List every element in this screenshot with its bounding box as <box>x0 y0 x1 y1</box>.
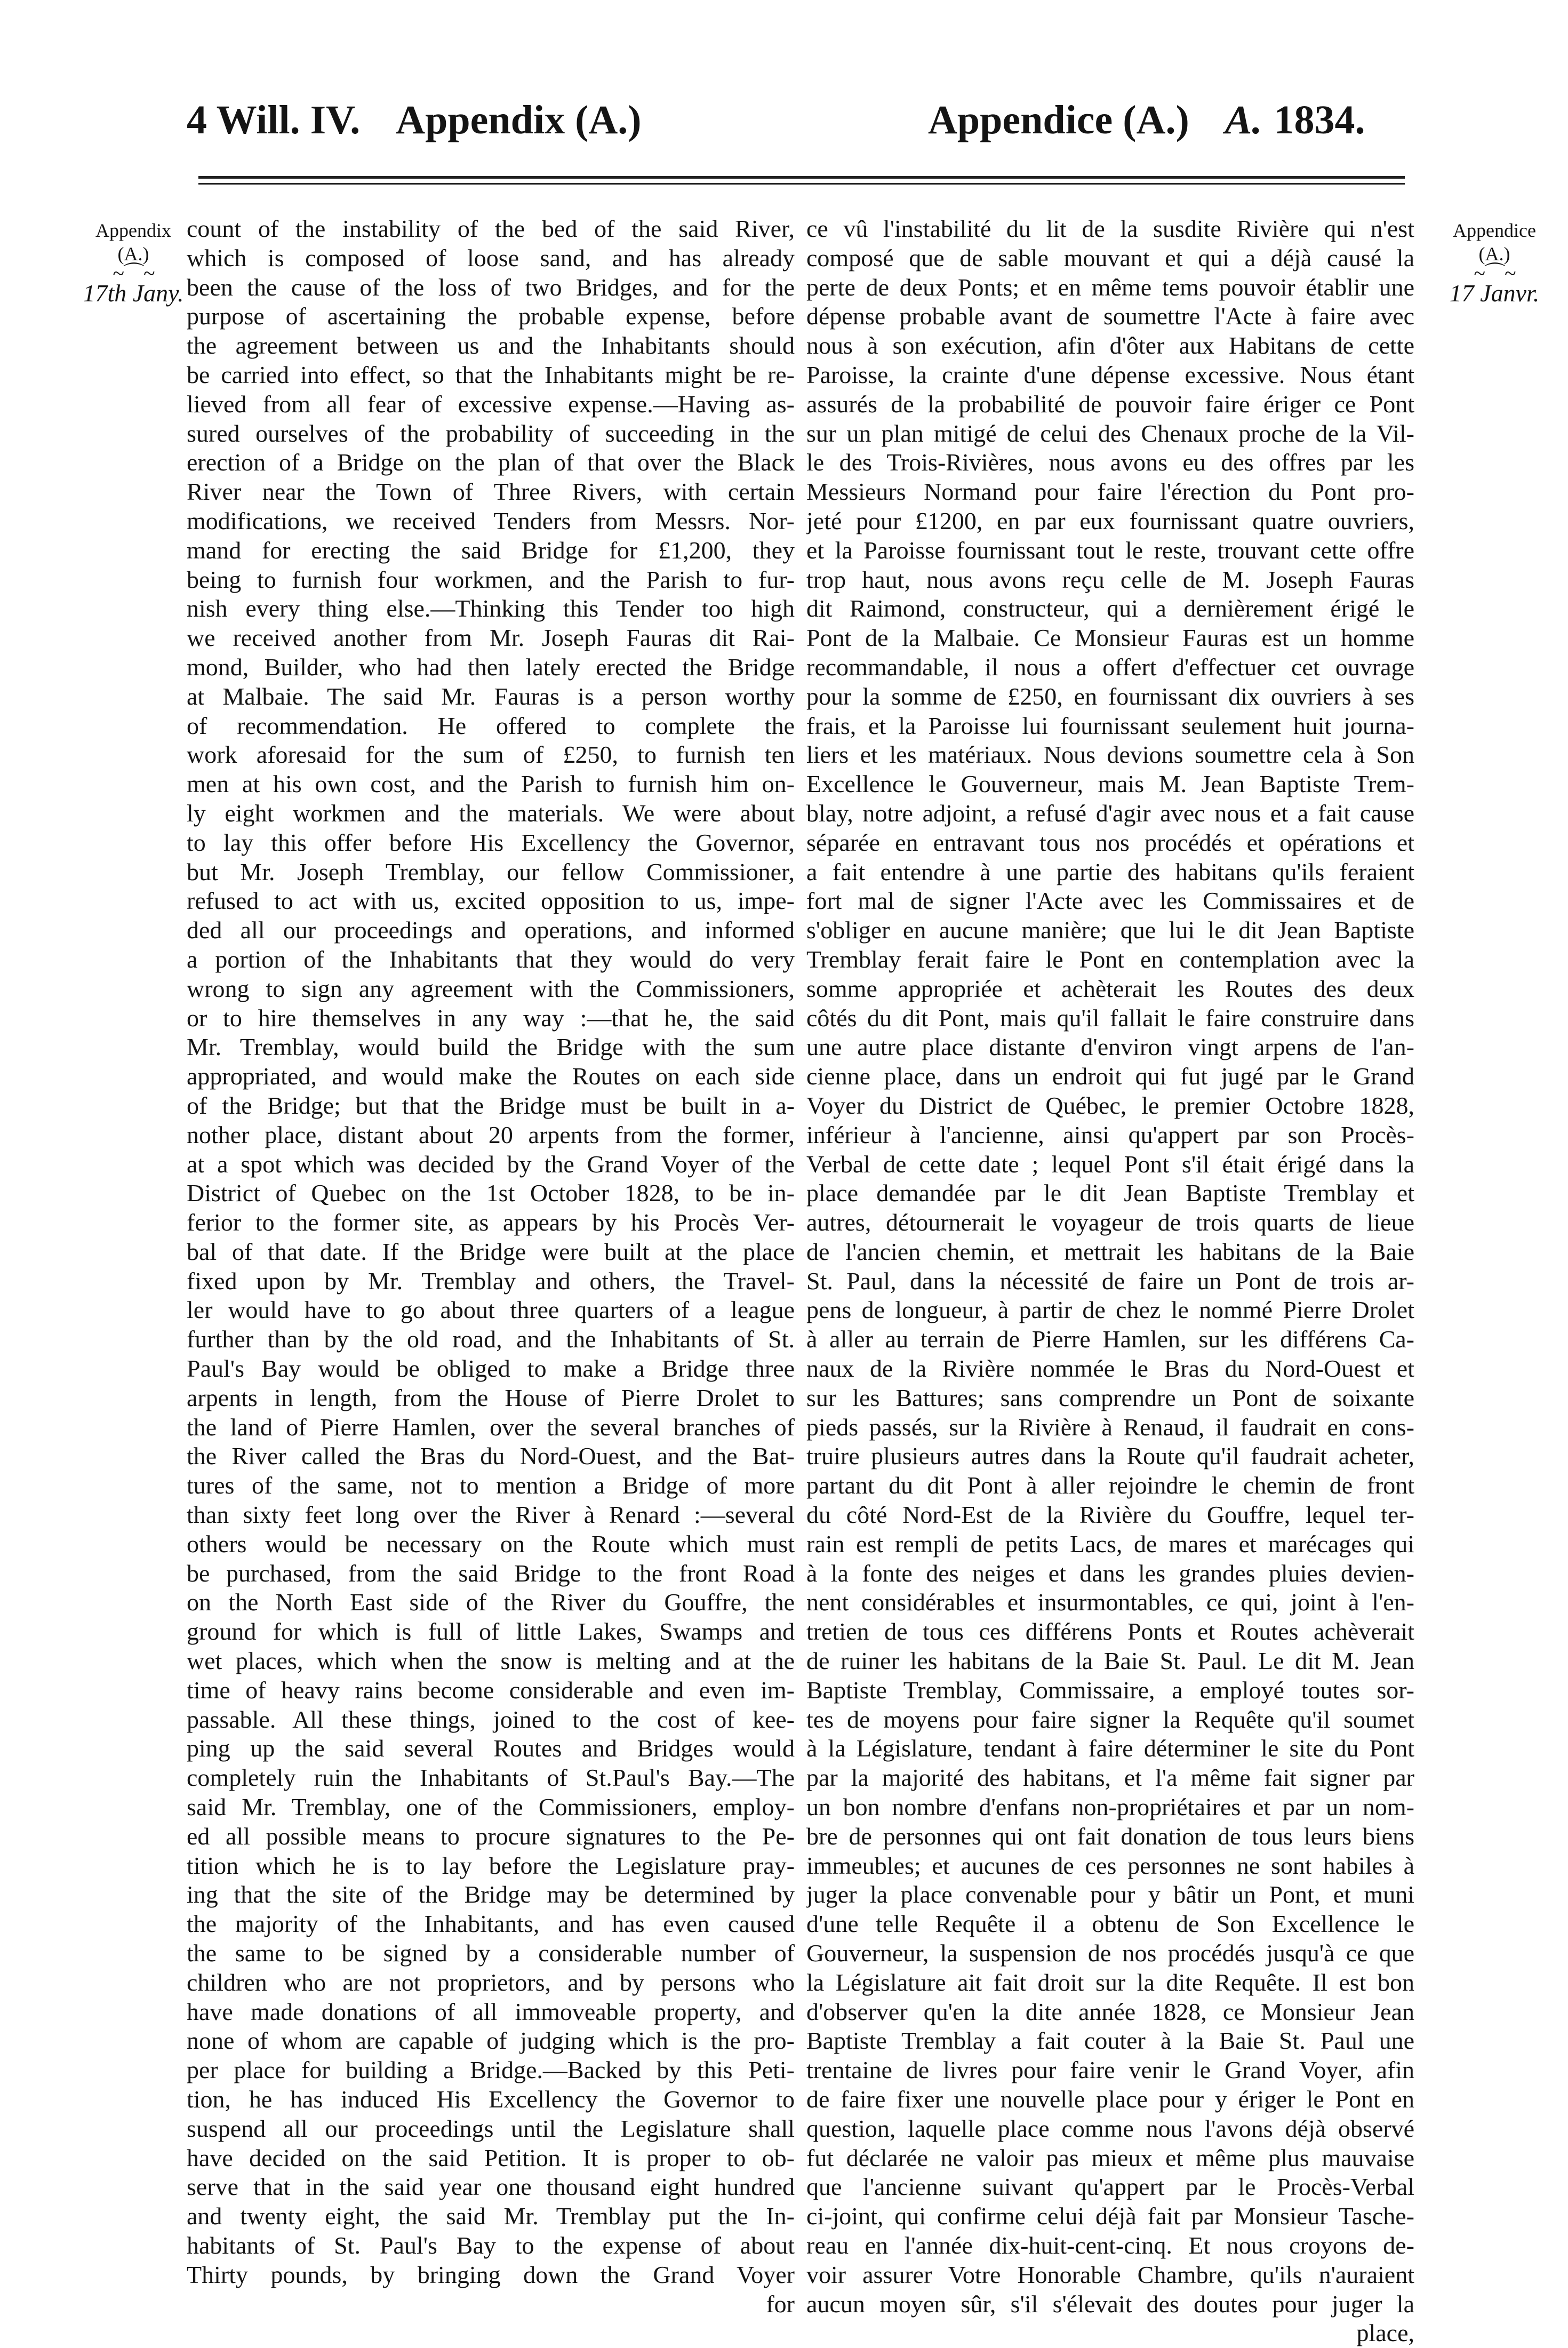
text-line: work aforesaid for the sum of £250, to furnish ten <box>187 741 795 769</box>
text-line: sur un plan mitigé de celui des Chenaux proche de la Vil- <box>806 419 1414 447</box>
text-line: the same to be signed by a considerable number of <box>187 1939 795 1967</box>
text-line: for <box>766 2290 795 2318</box>
text-line: than sixty feet long over the River à Renard :—several <box>187 1501 795 1529</box>
text-line: Tremblay ferait faire le Pont en contemplation avec la <box>806 945 1414 973</box>
text-line: Excellence le Gouverneur, mais M. Jean Baptiste Trem- <box>806 770 1414 798</box>
text-line: blay, notre adjoint, a refusé d'agir avec nous et a fait cause <box>806 799 1414 827</box>
text-line: aucun moyen sûr, s'il s'élevait des doutes pour juger la <box>806 2290 1414 2318</box>
text-line: which is composed of loose sand, and has already <box>187 244 795 271</box>
text-line: a portion of the Inhabitants that they would do very <box>187 945 795 973</box>
text-line: erection of a Bridge on the plan of that over the Black <box>187 449 795 476</box>
text-line: or to hire themselves in any way :—that he, the said <box>187 1004 795 1032</box>
text-line: per place for building a Bridge.—Backed by this Peti- <box>187 2056 795 2084</box>
text-line: ly eight workmen and the materials. We were about <box>187 799 795 827</box>
text-line: to lay this offer before His Excellency the Governor, <box>187 828 795 856</box>
text-line: tition which he is to lay before the Legislature pray- <box>187 1851 795 1879</box>
text-line: Paul's Bay would be obliged to make a Bridge three <box>187 1355 795 1383</box>
swash-ornament-icon: ~⌒~ <box>113 261 154 285</box>
text-line: completely ruin the Inhabitants of St.Paul's Bay.—The <box>187 1764 795 1792</box>
text-line: lieved from all fear of excessive expense.—Having as- <box>187 390 795 418</box>
margin-date: 17 Janvr. <box>1449 279 1540 307</box>
text-line: others would be necessary on the Route which must <box>187 1530 795 1558</box>
text-line: a fait entendre à une partie des habitans qu'ils feraient <box>806 858 1414 885</box>
text-line: dit Raimond, constructeur, qui a dernièrement érigé le <box>806 595 1414 622</box>
text-line: of the Bridge; but that the Bridge must be built in a- <box>187 1091 795 1119</box>
text-line: naux de la Rivière nommée le Bras du Nord-Ouest et <box>806 1355 1414 1383</box>
text-line: further than by the old road, and the Inhabitants of St. <box>187 1325 795 1353</box>
english-column <box>187 214 795 2319</box>
text-line: le des Trois-Rivières, nous avons eu des offres par les <box>806 449 1414 476</box>
text-line: partant du dit Pont à aller rejoindre le chemin de front <box>806 1472 1414 1499</box>
margin-appendix-label: Appendice <box>1453 220 1536 241</box>
text-line: recommandable, il nous a offert d'effectuer cet ouvrage <box>806 653 1414 681</box>
text-line: sur les Battures; sans comprendre un Pont de soixante <box>806 1384 1414 1411</box>
text-line: d'observer qu'en la dite année 1828, ce Monsieur Jean <box>806 1998 1414 2025</box>
text-line: d'une telle Requête il a obtenu de Son Excellence le <box>806 1910 1414 1938</box>
text-line: du côté Nord-Est de la Rivière du Gouffre, lequel ter- <box>806 1501 1414 1529</box>
text-line: assurés de la probabilité de pouvoir faire ériger ce Pont <box>806 390 1414 418</box>
text-line: à aller au terrain de Pierre Hamlen, sur les différens Ca- <box>806 1325 1414 1353</box>
text-line: mand for erecting the said Bridge for £1,200, they <box>187 536 795 564</box>
text-line: refused to act with us, excited opposition to us, impe- <box>187 887 795 915</box>
text-line: mond, Builder, who had then lately erected the Bridge <box>187 653 795 681</box>
text-line: autres, détournerait le voyageur de trois quarts de lieue <box>806 1209 1414 1236</box>
text-line: wet places, which when the snow is melting and at the <box>187 1647 795 1675</box>
text-line: at a spot which was decided by the Grand Voyer of the <box>187 1150 795 1178</box>
text-line: Paroisse, la crainte d'une dépense excessive. Nous étant <box>806 361 1414 388</box>
text-line: appropriated, and would make the Routes on each side <box>187 1063 795 1090</box>
text-line: none of whom are capable of judging which is the pro- <box>187 2027 795 2055</box>
text-line: on the North East side of the River du Gouffre, the <box>187 1588 795 1616</box>
text-line: dépense probable avant de soumettre l'Acte à faire avec <box>806 302 1414 330</box>
text-line: juger la place convenable pour y bâtir un Pont, et muni <box>806 1881 1414 1908</box>
swash-ornament-icon: ~⌒~ <box>1474 261 1515 285</box>
text-line: said Mr. Tremblay, one of the Commissioners, employ- <box>187 1793 795 1821</box>
text-line: Messieurs Normand pour faire l'érection du Pont pro- <box>806 478 1414 506</box>
text-line: voir assurer Votre Honorable Chambre, qu'ils n'auraient <box>806 2261 1414 2288</box>
text-line: bre de personnes qui ont fait donation de tous leurs biens <box>806 1822 1414 1850</box>
text-line: nous à son exécution, afin d'ôter aux Habitans de cette <box>806 332 1414 360</box>
text-line: and twenty eight, the said Mr. Tremblay put the In- <box>187 2202 795 2230</box>
text-line: passable. All these things, joined to the cost of kee- <box>187 1705 795 1733</box>
text-line: River near the Town of Three Rivers, with certain <box>187 478 795 506</box>
text-line: séparée en entravant tous nos procédés et opérations et <box>806 828 1414 856</box>
margin-appendix-sub: (A.) <box>117 243 149 265</box>
text-line: the land of Pierre Hamlen, over the several branches of <box>187 1413 795 1441</box>
text-line: men at his own cost, and the Parish to furnish him on- <box>187 770 795 798</box>
text-line: inférieur à l'ancienne, ainsi qu'appert par son Procès- <box>806 1121 1414 1148</box>
french-column <box>806 214 1414 2348</box>
text-line: la Législature ait fait droit sur la dite Requête. Il est bon <box>806 1968 1414 1996</box>
margin-appendix-label: Appendix <box>95 220 171 241</box>
header-rule-thick <box>198 176 1405 179</box>
text-line: Baptiste Tremblay, Commissaire, a employé toutes sor- <box>806 1676 1414 1704</box>
text-line: place demandée par le dit Jean Baptiste Tremblay et <box>806 1179 1414 1207</box>
text-line: perte de deux Ponts; et en même tems pouvoir établir une <box>806 273 1414 301</box>
text-line: trop haut, nous avons reçu celle de M. Joseph Fauras <box>806 565 1414 593</box>
text-line: serve that in the said year one thousand eight hundred <box>187 2173 795 2201</box>
text-line: ferior to the former site, as appears by his Procès Ver- <box>187 1209 795 1236</box>
text-line: have made donations of all immoveable property, and <box>187 1998 795 2025</box>
text-line: immeubles; et aucunes de ces personnes ne sont habiles à <box>806 1851 1414 1879</box>
text-line: reau en l'année dix-huit-cent-cinq. Et nous croyons de- <box>806 2231 1414 2259</box>
text-line: sured ourselves of the probability of succeeding in the <box>187 419 795 447</box>
margin-note-right <box>1436 219 1553 305</box>
text-line: ded all our proceedings and operations, and informed <box>187 916 795 944</box>
text-line: pour la somme de £250, en fournissant dix ouvriers à ses <box>806 682 1414 710</box>
text-line: of recommendation. He offered to complete the <box>187 712 795 739</box>
text-line: frais, et la Paroisse lui fournissant seulement huit journa- <box>806 712 1414 739</box>
text-line: un bon nombre d'enfans non-propriétaires et par un nom- <box>806 1793 1414 1821</box>
text-line: the majority of the Inhabitants, and has even caused <box>187 1910 795 1938</box>
text-line: we received another from Mr. Joseph Fauras dit Rai- <box>187 624 795 652</box>
text-line: rain est rempli de petits Lacs, de mares et marécages qui <box>806 1530 1414 1558</box>
text-line: de faire fixer une nouvelle place pour y ériger le Pont en <box>806 2086 1414 2113</box>
year-label: 1834. <box>1274 98 1365 142</box>
text-line: pieds passés, sur la Rivière à Renaud, il faudrait en cons- <box>806 1413 1414 1441</box>
text-line: St. Paul, dans la nécessité de faire un Pont de trois ar- <box>806 1267 1414 1295</box>
text-line: purpose of ascertaining the probable expense, before <box>187 302 795 330</box>
text-line: question, laquelle place comme nous l'avons déjà observé <box>806 2114 1414 2142</box>
text-line: nent considérables et insurmontables, ce qui, joint à l'en- <box>806 1588 1414 1616</box>
text-line: ping up the said several Routes and Bridges would <box>187 1735 795 1762</box>
text-line: being to furnish four workmen, and the Parish to fur- <box>187 565 795 593</box>
text-line: trentaine de livres pour faire venir le Grand Voyer, afin <box>806 2056 1414 2084</box>
year-prefix: A. <box>1225 98 1262 142</box>
text-line: be purchased, from the said Bridge to the front Road <box>187 1559 795 1587</box>
text-line: somme appropriée et achèterait les Routes des deux <box>806 975 1414 1002</box>
text-line: cienne place, dans un endroit qui fut jugé par le Grand <box>806 1063 1414 1090</box>
text-line: fut déclarée ne valoir pas mieux et même plus mauvaise <box>806 2144 1414 2171</box>
text-line: count of the instability of the bed of the said River, <box>187 215 795 242</box>
reign-label: 4 Will. IV. <box>187 98 361 142</box>
text-line: de ruiner les habitans de la Baie St. Paul. Le dit M. Jean <box>806 1647 1414 1675</box>
text-line: ed all possible means to procure signatures to the Pe- <box>187 1822 795 1850</box>
margin-appendix-sub: (A.) <box>1478 243 1510 265</box>
text-line: par la majorité des habitans, et l'a même fait signer par <box>806 1764 1414 1792</box>
text-line: nish every thing else.—Thinking this Tender too high <box>187 595 795 622</box>
text-line: District of Quebec on the 1st October 1828, to be in- <box>187 1179 795 1207</box>
running-header-right <box>928 88 1390 152</box>
text-line: suspend all our proceedings until the Legislature shall <box>187 2114 795 2142</box>
text-line: Mr. Tremblay, would build the Bridge with the sum <box>187 1033 795 1061</box>
text-line: à la Législature, tendant à faire déterminer le site du Pont <box>806 1735 1414 1762</box>
text-line: et la Paroisse fournissant tout le reste, trouvant cette offre <box>806 536 1414 564</box>
text-line: pens de longueur, à partir de chez le nommé Pierre Drolet <box>806 1296 1414 1324</box>
text-line: Verbal de cette date ; lequel Pont s'il était érigé dans la <box>806 1150 1414 1178</box>
text-line: be carried into effect, so that the Inhabitants might be re- <box>187 361 795 388</box>
text-line: ground for which is full of little Lakes, Swamps and <box>187 1618 795 1646</box>
text-line: time of heavy rains become considerable and even im- <box>187 1676 795 1704</box>
text-line: been the cause of the loss of two Bridges, and for the <box>187 273 795 301</box>
text-line: Voyer du District de Québec, le premier Octobre 1828, <box>806 1091 1414 1119</box>
text-line: ler would have to go about three quarters of a league <box>187 1296 795 1324</box>
text-line: modifications, we received Tenders from Messrs. Nor- <box>187 507 795 534</box>
text-line: ce vû l'instabilité du lit de la susdite Rivière qui n'est <box>806 215 1414 242</box>
text-line: have decided on the said Petition. It is proper to ob- <box>187 2144 795 2171</box>
text-line: côtés du dit Pont, mais qu'il fallait le faire construire dans <box>806 1004 1414 1032</box>
text-line: children who are not proprietors, and by persons who <box>187 1968 795 1996</box>
text-line: the River called the Bras du Nord-Ouest, and the Bat- <box>187 1442 795 1470</box>
text-line: s'obliger en aucune manière; que lui le dit Jean Baptiste <box>806 916 1414 944</box>
text-line: ing that the site of the Bridge may be determined by <box>187 1881 795 1908</box>
text-line: place, <box>1356 2319 1414 2347</box>
text-line: jeté pour £1200, en par eux fournissant quatre ouvriers, <box>806 507 1414 534</box>
text-line: tures of the same, not to mention a Bridge of more <box>187 1472 795 1499</box>
text-line: de l'ancien chemin, et mettrait les habitans de la Baie <box>806 1237 1414 1265</box>
text-line: que l'ancienne suivant qu'appert par le Procès-Verbal <box>806 2173 1414 2201</box>
text-line: Baptiste Tremblay a fait couter à la Baie St. Paul une <box>806 2027 1414 2055</box>
text-line: ci-joint, qui confirme celui déjà fait par Monsieur Tasche- <box>806 2202 1414 2230</box>
text-line: tes de moyens pour faire signer la Requête qu'il soumet <box>806 1705 1414 1733</box>
text-line: truire plusieurs autres dans la Route qu'il faudrait acheter, <box>806 1442 1414 1470</box>
text-line: tion, he has induced His Excellency the Governor to <box>187 2086 795 2113</box>
text-line: the agreement between us and the Inhabitants should <box>187 332 795 360</box>
appendix-label-en: Appendix (A.) <box>396 98 642 142</box>
text-line: arpents in length, from the House of Pierre Drolet to <box>187 1384 795 1411</box>
running-header-left <box>187 88 667 152</box>
text-line: liers et les matériaux. Nous devions soumettre cela à Son <box>806 741 1414 769</box>
text-line: habitants of St. Paul's Bay to the expense of about <box>187 2231 795 2259</box>
text-line: Gouverneur, la suspension de nos procédés jusqu'à ce que <box>806 1939 1414 1967</box>
text-line: à la fonte des neiges et dans les grandes pluies devien- <box>806 1559 1414 1587</box>
text-line: fort mal de signer l'Acte avec les Commissaires et de <box>806 887 1414 915</box>
header-rule-thin <box>198 183 1405 185</box>
text-line: fixed upon by Mr. Tremblay and others, the Travel- <box>187 1267 795 1295</box>
text-line: bal of that date. If the Bridge were built at the place <box>187 1237 795 1265</box>
text-line: tretien de tous ces différens Ponts et Routes achèverait <box>806 1618 1414 1646</box>
margin-note-left <box>80 219 187 305</box>
text-line: nother place, distant about 20 arpents from the former, <box>187 1121 795 1148</box>
text-line: Pont de la Malbaie. Ce Monsieur Fauras est un homme <box>806 624 1414 652</box>
text-line: composé que de sable mouvant et qui a déjà causé la <box>806 244 1414 271</box>
text-line: but Mr. Joseph Tremblay, our fellow Commissioner, <box>187 858 795 885</box>
text-line: wrong to sign any agreement with the Commissioners, <box>187 975 795 1002</box>
margin-date: 17th Jany. <box>83 279 184 307</box>
text-line: at Malbaie. The said Mr. Fauras is a person worthy <box>187 682 795 710</box>
text-line: une autre place distante d'environ vingt arpens de l'an- <box>806 1033 1414 1061</box>
appendix-label-fr: Appendice (A.) <box>928 98 1189 142</box>
text-line: Thirty pounds, by bringing down the Grand Voyer <box>187 2261 795 2288</box>
